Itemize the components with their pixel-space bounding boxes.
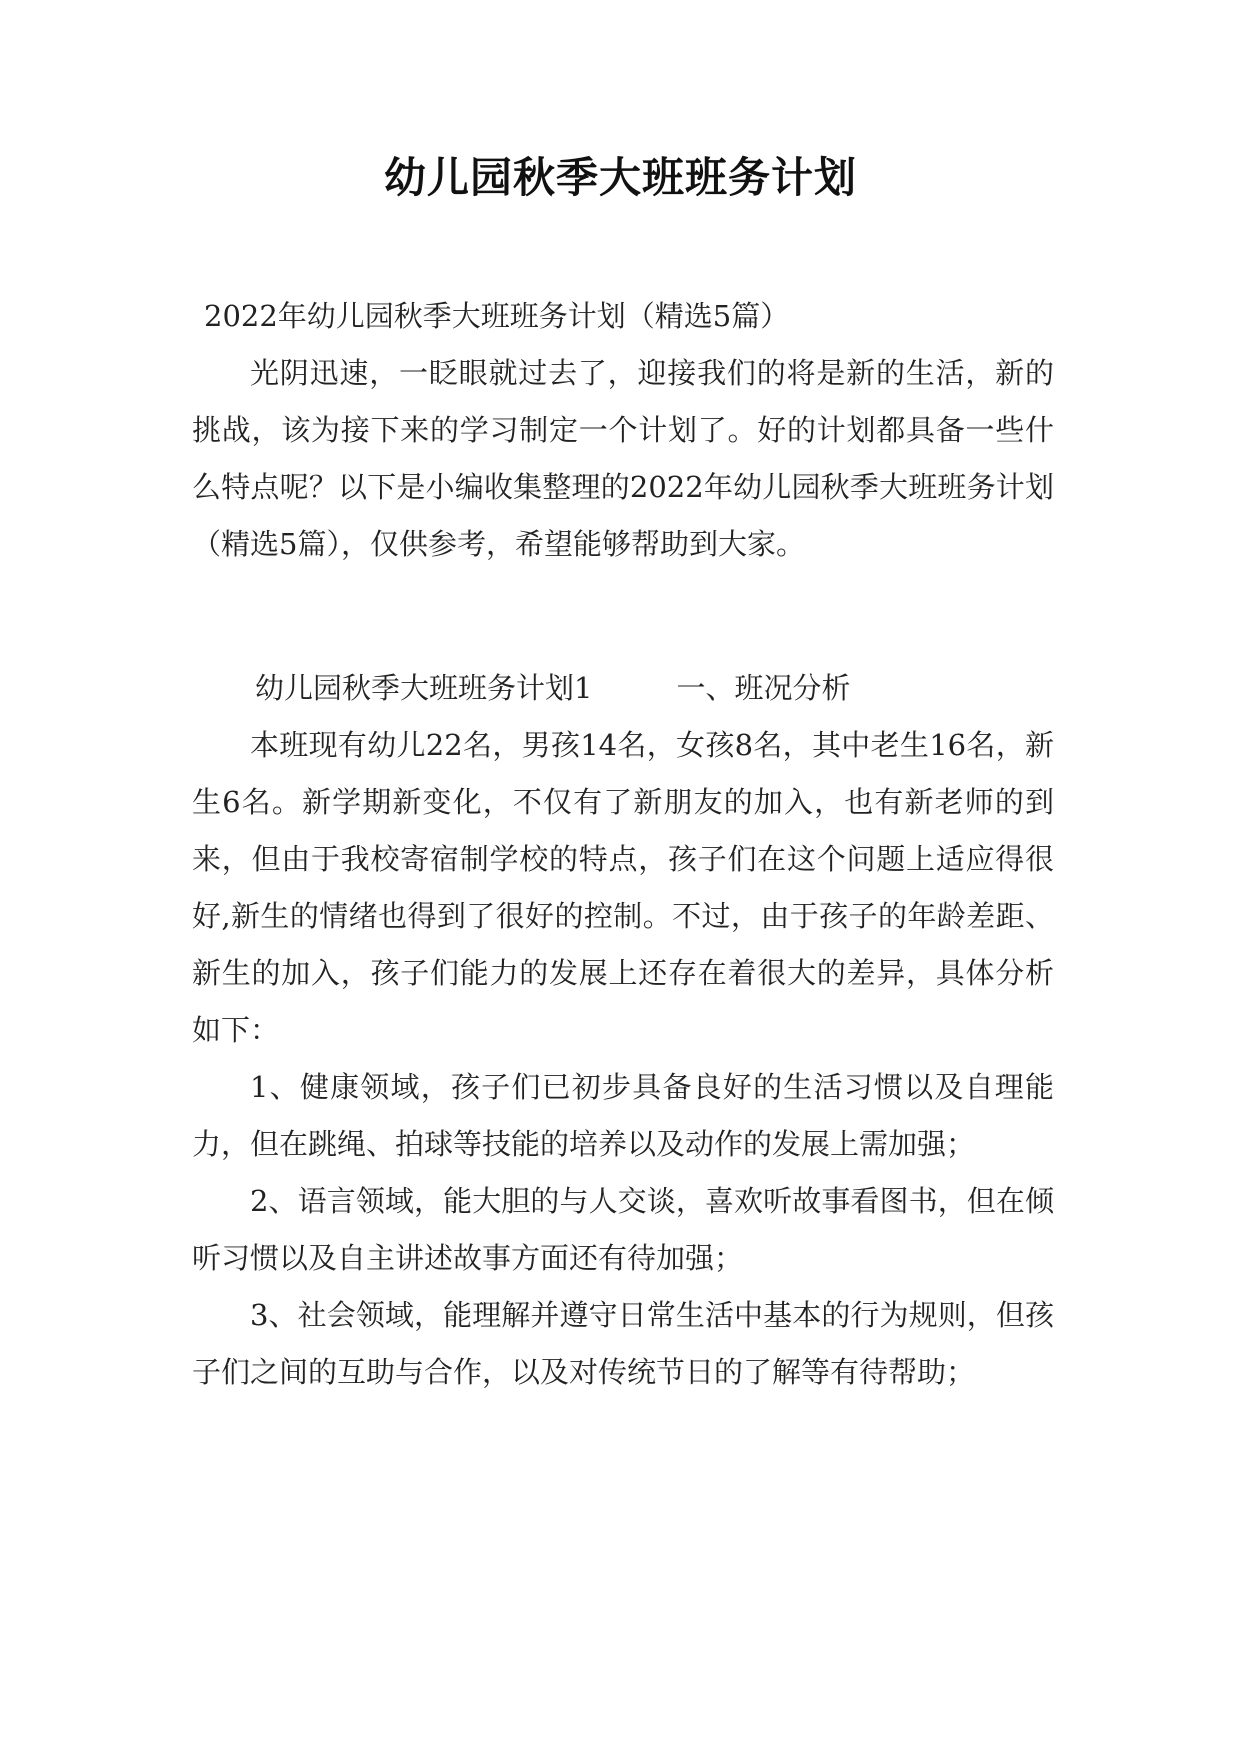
section-subheading: 一、班况分析 [676,671,851,705]
body-paragraph: 3、社会领域，能理解并遵守日常生活中基本的行为规则，但孩子们之间的互助与合作，以及对传统节日的了解等有待帮助； [192,1298,1054,1389]
document-subtitle: 2022年幼儿园秋季大班班务计划（精选5篇） [204,299,790,333]
document-body [192,288,1054,1401]
body-paragraph: 2、语言领域，能大胆的与人交谈，喜欢听故事看图书，但在倾听习惯以及自主讲述故事方面还有待加强； [192,1184,1054,1275]
section-heading: 幼儿园秋季大班班务计划1 [255,671,593,705]
body-paragraph: 本班现有幼儿22名，男孩14名，女孩8名，其中老生16名，新生6名。新学期新变化，不仅有了新朋友的加入，也有新老师的到来，但由于我校寄宿制学校的特点，孩子们在这个问题上适应得很好,新生的情绪也得到了很好的控制。不过，由于孩子的年龄差距、新生的加入，孩子们能力的发展上还存在着很大的差异，具体分析如下： [192,728,1054,1047]
body-paragraph: 1、健康领域，孩子们已初步具备良好的生活习惯以及自理能力，但在跳绳、拍球等技能的培养以及动作的发展上需加强； [192,1070,1054,1161]
section-heading-line [192,660,1054,717]
paragraph-spacer [192,573,1054,660]
intro-paragraph: 光阴迅速，一眨眼就过去了，迎接我们的将是新的生活，新的挑战，该为接下来的学习制定一个计划了。好的计划都具备一些什么特点呢？以下是小编收集整理的2022年幼儿园秋季大班班务计划（精选5篇），仅供参考，希望能够帮助到大家。 [192,356,1054,561]
document-title: 幼儿园秋季大班班务计划 [383,153,857,202]
